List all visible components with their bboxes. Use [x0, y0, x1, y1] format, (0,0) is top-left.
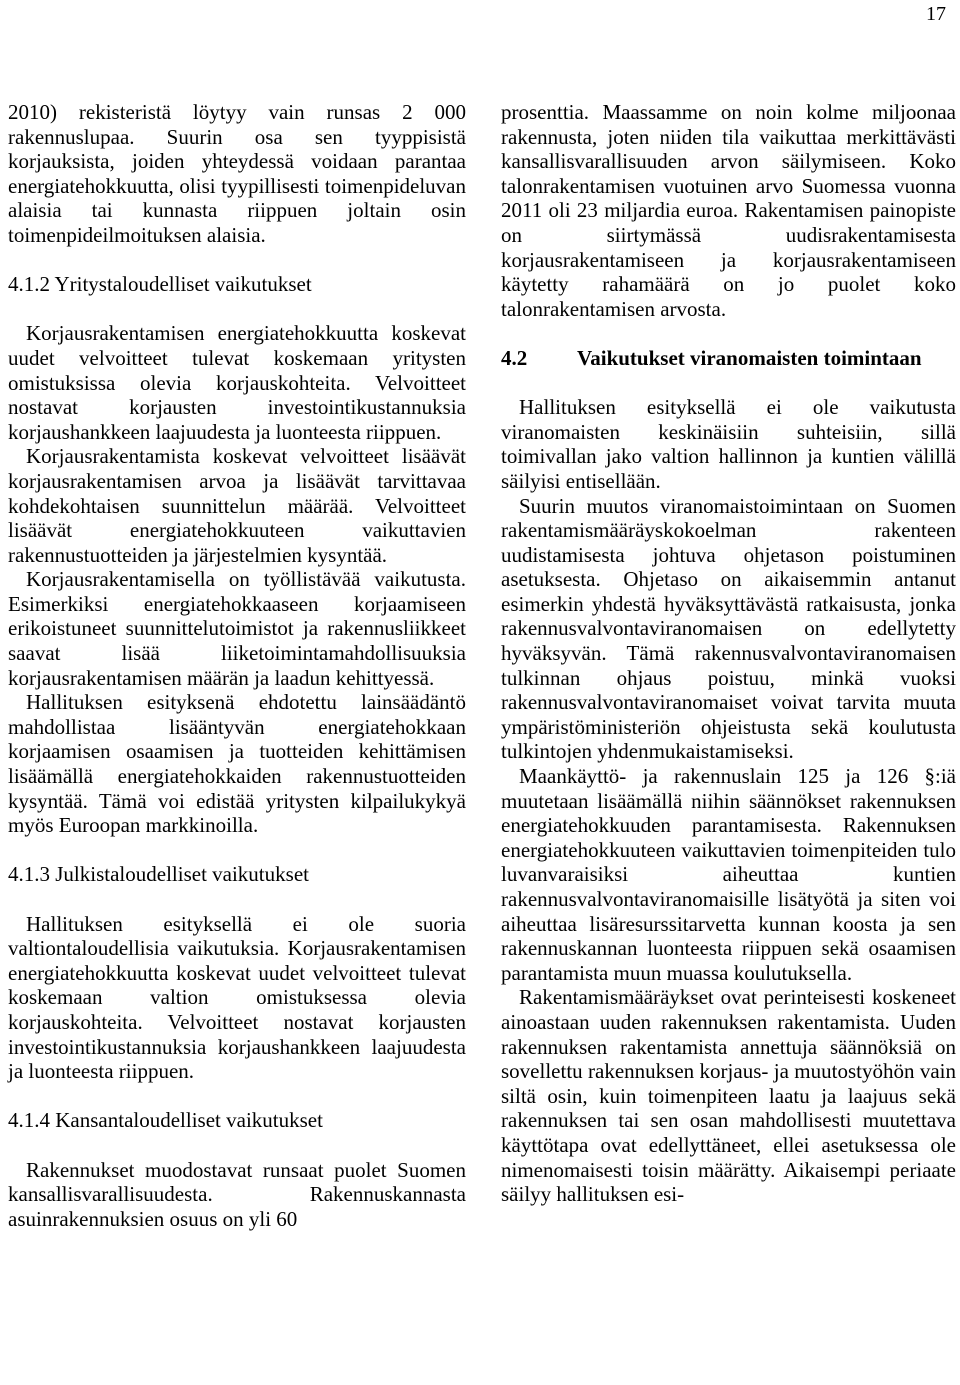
section-42-heading — [501, 346, 956, 371]
section-412-paragraph: Hallituksen esityksenä ehdotettu lainsäädäntö mahdollistaa lisääntyvän energiatehokkaan korjaamisen osaamisen ja tuotteiden kehittämisen lisäämällä energiatehokkaiden rakennustuotteiden kysyntää. Tämä voi edistää yritysten kilpailukykyä myös Euroopan markkinoilla. — [8, 690, 466, 838]
section-413-heading: 4.1.3 Julkistaloudelliset vaikutukset — [8, 862, 309, 887]
section-414-paragraph: Rakennukset muodostavat runsaat puolet Suomen kansallisvarallisuudesta. Rakennuskannasta asuinrakennuksien osuus on yli 60 — [8, 1157, 466, 1231]
section-42-paragraph: Hallituksen esityksellä ei ole vaikutusta viranomaisten keskinäisiin suhteisiin, sillä toimivallan jako valtion hallinnon ja kuntien välillä säilyisi entisellään. — [501, 395, 956, 493]
section-42-paragraph: Rakentamismääräykset ovat perinteisesti koskeneet ainoastaan uuden rakennuksen rakentamista. Uuden rakennuksen rakentamista annettuja säännöksiä on sovellettu rakennuksen korjaus- ja muutostyöhön vain siltä osin, kuin toimenpiteen laatu ja laajuus sekä rakennuksen tai sen osan mahdollisesti muutettava käyttötapa ovat edellyttäneet, ellei asetuksessa ole nimenomaisesti toisin määrätty. Aikaisempi periaate säilyy hallituksen esi- — [501, 985, 956, 1207]
section-414-heading: 4.1.4 Kansantaloudelliset vaikutukset — [8, 1108, 323, 1133]
section-42-title: Vaikutukset viranomaisten toimintaan — [577, 345, 922, 370]
right-column — [501, 100, 956, 1207]
section-42-paragraph: Suurin muutos viranomaistoimintaan on Suomen rakentamismääräyskokoelman rakenteen uudistamisesta johtuva ohjetason poistuminen asetuksesta. Ohjetaso on aikaisemmin antanut esimerkin yhdestä hyväksyttävästä ratkaisusta, jonka rakennusvalvontaviranomaisen on edellytetty hyväksyvän. Tämä rakennusvalvontaviranomaisen tulkinnan ohjaus poistuu, minkä vuoksi rakennusvalvontaviranomaiset voivat tarvita muuta ympäristöministeriön ohjeistusta sekä koulutusta tulkintojen yhdenmukaistamiseksi. — [501, 493, 956, 764]
section-42-number: 4.2 — [501, 345, 528, 370]
intro-paragraph: 2010) rekisteristä löytyy vain runsas 2 000 rakennuslupaa. Suurin osa sen tyyppisistä korjauksista, joiden yhteydessä voidaan parantaa energiatehokkuutta, olisi tyypillisesti toimenpideluvan alaisia tai kunnasta riippuen joltain osin toimenpideilmoituksen alaisia. — [8, 100, 466, 247]
section-42-paragraph: Maankäyttö- ja rakennuslain 125 ja 126 §:iä muutetaan lisäämällä niihin säännökset rakennuksen energiatehokkuuden parantamisesta. Rakennuksen energiatehokkuuteen vaikuttavien toimenpiteiden tulo luvanvaraisiksi aiheuttaa kuntien rakennusvalvontaviranomaisille lisätyötä ja siten voi aiheuttaa lisäresurssitarvetta kunnan koosta ja sen rakennuskannan luonteesta riippuen sekä osaamisen parantamista muun muassa koulutuksella. — [501, 764, 956, 985]
section-413-paragraph: Hallituksen esityksellä ei ole suoria valtiontaloudellisia vaikutuksia. Korjausrakentamisen energiatehokkuutta koskevat uudet velvoitteet tulevat koskemaan valtion omistuksessa olevia korjauskohteita. Velvoitteet nostavat korjausten investointikustannuksia korjaushankkeen laajuudesta ja luonteesta riippuen. — [8, 911, 466, 1084]
left-column — [8, 100, 466, 1231]
section-412-paragraph: Korjausrakentamisella on työllistävää vaikutusta. Esimerkiksi energiatehokkaaseen korjaamiseen erikoistuneet suunnittelutoimistot ja rakennusliikkeet saavat lisää liiketoimintamahdollisuuksia korjausrakentamisen määrän ja laadun kehittyessä. — [8, 567, 466, 690]
section-412-heading: 4.1.2 Yritystaloudelliset vaikutukset — [8, 272, 312, 297]
continuation-paragraph: prosenttia. Maassamme on noin kolme miljoonaa rakennusta, joten niiden tila vaikuttaa merkittävästi kansallisvarallisuuden arvon säilymiseen. Koko talonrakentamisen vuotuinen arvo Suomessa vuonna 2011 oli 23 miljardia euroa. Rakentamisen painopiste on siirtymässä uudisrakentamisesta korjausrakentamiseen ja korjausrakentamiseen käytetty rahamäärä on jo puolet koko talonrakentamisen arvosta. — [501, 100, 956, 321]
section-412-paragraph: Korjausrakentamisen energiatehokkuutta koskevat uudet velvoitteet tulevat koskemaan yritysten omistuksissa olevia korjauskohteita. Velvoitteet nostavat korjausten investointikustannuksia korjaushankkeen laajuudesta ja luonteesta riippuen. — [8, 321, 466, 444]
page-number: 17 — [926, 3, 946, 25]
section-412-paragraph: Korjausrakentamista koskevat velvoitteet lisäävät korjausrakentamisen arvoa ja lisäävät tarvittavaa kohdekohtaisen suunnittelun määrää. Velvoitteet lisäävät energiatehokkuuteen vaikuttavien rakennustuotteiden ja järjestelmien kysyntää. — [8, 444, 466, 567]
